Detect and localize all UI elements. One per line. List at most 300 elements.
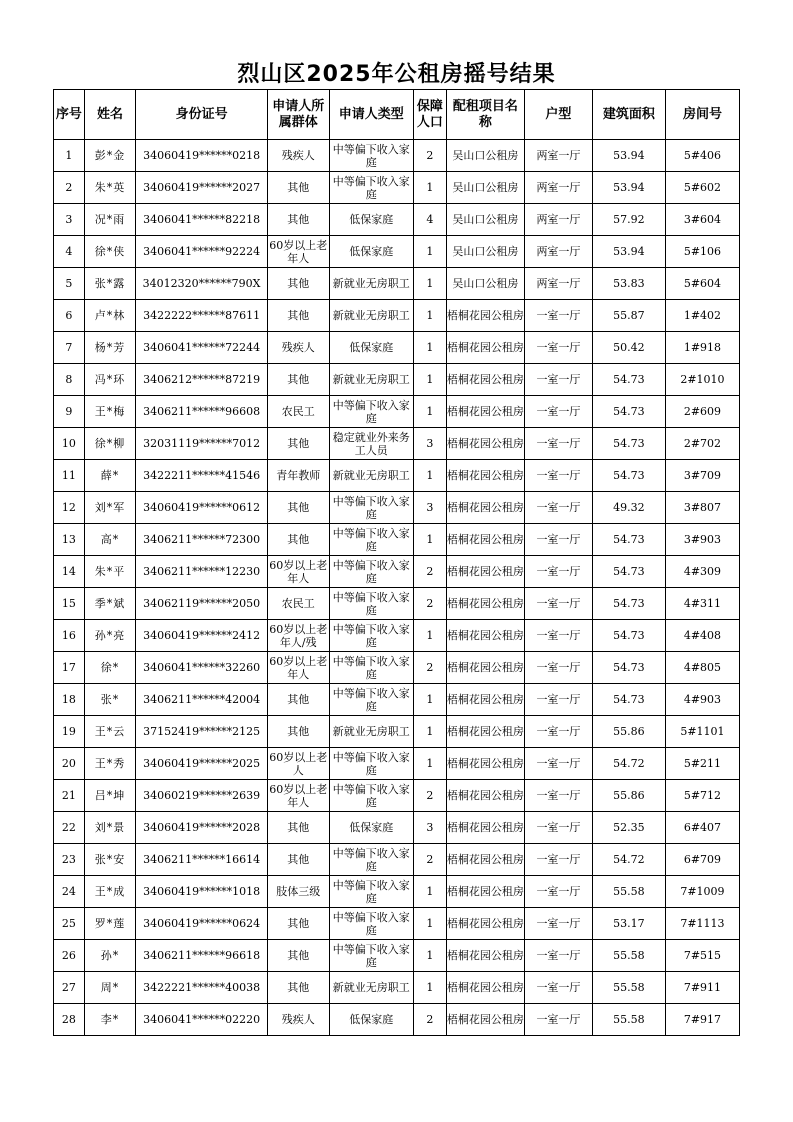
cell-household-size: 1 (413, 940, 446, 972)
cell-area: 54.73 (592, 556, 665, 588)
cell-applicant-type: 中等偏下收入家庭 (329, 620, 413, 652)
cell-layout: 一室一厅 (525, 844, 593, 876)
cell-project: 梧桐花园公租房 (446, 1004, 524, 1036)
cell-id-number: 34060419******2412 (136, 620, 268, 652)
cell-area: 55.86 (592, 780, 665, 812)
cell-project: 梧桐花园公租房 (446, 908, 524, 940)
cell-index: 14 (54, 556, 85, 588)
cell-name: 周* (84, 972, 135, 1004)
cell-room: 2#702 (665, 428, 739, 460)
table-row (54, 812, 740, 844)
cell-household-size: 2 (413, 652, 446, 684)
cell-project: 梧桐花园公租房 (446, 492, 524, 524)
header-index: 序号 (54, 90, 85, 140)
cell-room: 2#1010 (665, 364, 739, 396)
cell-name: 王*梅 (84, 396, 135, 428)
table-row (54, 748, 740, 780)
cell-area: 54.73 (592, 652, 665, 684)
cell-room: 4#805 (665, 652, 739, 684)
cell-index: 15 (54, 588, 85, 620)
cell-household-size: 2 (413, 844, 446, 876)
cell-name: 徐*柳 (84, 428, 135, 460)
cell-id-number: 34060419******2028 (136, 812, 268, 844)
cell-area: 53.94 (592, 172, 665, 204)
cell-project: 吴山口公租房 (446, 204, 524, 236)
cell-group: 农民工 (267, 588, 329, 620)
cell-index: 8 (54, 364, 85, 396)
cell-index: 9 (54, 396, 85, 428)
cell-area: 53.94 (592, 236, 665, 268)
cell-area: 53.17 (592, 908, 665, 940)
cell-household-size: 1 (413, 876, 446, 908)
cell-id-number: 3406211******96608 (136, 396, 268, 428)
cell-room: 3#604 (665, 204, 739, 236)
cell-room: 2#609 (665, 396, 739, 428)
cell-household-size: 1 (413, 524, 446, 556)
cell-area: 54.73 (592, 620, 665, 652)
cell-id-number: 32031119******7012 (136, 428, 268, 460)
cell-index: 17 (54, 652, 85, 684)
table-row (54, 268, 740, 300)
cell-index: 10 (54, 428, 85, 460)
cell-area: 54.73 (592, 588, 665, 620)
cell-room: 6#407 (665, 812, 739, 844)
table-row (54, 716, 740, 748)
page-title: 烈山区2025年公租房摇号结果 (237, 62, 556, 87)
cell-name: 朱*英 (84, 172, 135, 204)
cell-room: 3#709 (665, 460, 739, 492)
cell-layout: 一室一厅 (525, 812, 593, 844)
cell-name: 冯*环 (84, 364, 135, 396)
cell-applicant-type: 低保家庭 (329, 1004, 413, 1036)
cell-id-number: 3406041******02220 (136, 1004, 268, 1036)
cell-index: 11 (54, 460, 85, 492)
cell-project: 梧桐花园公租房 (446, 460, 524, 492)
cell-applicant-type: 中等偏下收入家庭 (329, 748, 413, 780)
cell-name: 罗*莲 (84, 908, 135, 940)
cell-area: 55.58 (592, 972, 665, 1004)
cell-layout: 一室一厅 (525, 780, 593, 812)
cell-group: 残疾人 (267, 140, 329, 172)
table-row (54, 684, 740, 716)
cell-household-size: 2 (413, 556, 446, 588)
cell-project: 梧桐花园公租房 (446, 716, 524, 748)
cell-index: 27 (54, 972, 85, 1004)
cell-room: 7#1113 (665, 908, 739, 940)
results-table (53, 89, 740, 1036)
cell-applicant-type: 稳定就业外来务工人员 (329, 428, 413, 460)
cell-room: 5#106 (665, 236, 739, 268)
table-row (54, 332, 740, 364)
cell-project: 梧桐花园公租房 (446, 556, 524, 588)
cell-area: 54.72 (592, 748, 665, 780)
cell-household-size: 2 (413, 780, 446, 812)
cell-household-size: 1 (413, 460, 446, 492)
cell-layout: 一室一厅 (525, 972, 593, 1004)
cell-area: 54.72 (592, 844, 665, 876)
cell-name: 孙* (84, 940, 135, 972)
cell-layout: 两室一厅 (525, 236, 593, 268)
cell-index: 26 (54, 940, 85, 972)
cell-name: 刘*军 (84, 492, 135, 524)
cell-layout: 一室一厅 (525, 908, 593, 940)
cell-household-size: 1 (413, 364, 446, 396)
cell-room: 1#918 (665, 332, 739, 364)
cell-household-size: 1 (413, 716, 446, 748)
cell-layout: 一室一厅 (525, 940, 593, 972)
cell-project: 梧桐花园公租房 (446, 684, 524, 716)
cell-household-size: 3 (413, 428, 446, 460)
cell-name: 季*斌 (84, 588, 135, 620)
cell-group: 60岁以上老年人 (267, 652, 329, 684)
cell-group: 其他 (267, 492, 329, 524)
cell-project: 吴山口公租房 (446, 172, 524, 204)
cell-group: 其他 (267, 908, 329, 940)
cell-layout: 一室一厅 (525, 332, 593, 364)
cell-id-number: 3406211******72300 (136, 524, 268, 556)
cell-index: 3 (54, 204, 85, 236)
cell-household-size: 1 (413, 748, 446, 780)
cell-household-size: 3 (413, 812, 446, 844)
cell-layout: 一室一厅 (525, 652, 593, 684)
cell-group: 其他 (267, 364, 329, 396)
cell-applicant-type: 低保家庭 (329, 332, 413, 364)
cell-name: 孙*亮 (84, 620, 135, 652)
cell-index: 1 (54, 140, 85, 172)
cell-name: 刘*景 (84, 812, 135, 844)
cell-household-size: 3 (413, 492, 446, 524)
cell-id-number: 3406211******16614 (136, 844, 268, 876)
cell-index: 22 (54, 812, 85, 844)
cell-name: 薛* (84, 460, 135, 492)
cell-applicant-type: 低保家庭 (329, 236, 413, 268)
cell-name: 杨*芳 (84, 332, 135, 364)
table-row (54, 1004, 740, 1036)
table-body (54, 140, 740, 1036)
cell-index: 12 (54, 492, 85, 524)
cell-id-number: 3406211******12230 (136, 556, 268, 588)
table-row (54, 908, 740, 940)
cell-applicant-type: 中等偏下收入家庭 (329, 140, 413, 172)
cell-name: 卢*林 (84, 300, 135, 332)
cell-area: 54.73 (592, 428, 665, 460)
header-name: 姓名 (84, 90, 135, 140)
cell-household-size: 1 (413, 972, 446, 1004)
cell-index: 19 (54, 716, 85, 748)
cell-project: 梧桐花园公租房 (446, 524, 524, 556)
cell-project: 梧桐花园公租房 (446, 844, 524, 876)
cell-index: 25 (54, 908, 85, 940)
cell-id-number: 3406041******92224 (136, 236, 268, 268)
table-row (54, 396, 740, 428)
cell-id-number: 34062119******2050 (136, 588, 268, 620)
table-row (54, 236, 740, 268)
cell-applicant-type: 低保家庭 (329, 204, 413, 236)
cell-index: 28 (54, 1004, 85, 1036)
cell-project: 梧桐花园公租房 (446, 972, 524, 1004)
table-row (54, 524, 740, 556)
cell-area: 55.86 (592, 716, 665, 748)
cell-layout: 两室一厅 (525, 140, 593, 172)
cell-room: 3#807 (665, 492, 739, 524)
cell-area: 53.83 (592, 268, 665, 300)
cell-room: 5#602 (665, 172, 739, 204)
cell-room: 7#515 (665, 940, 739, 972)
cell-layout: 一室一厅 (525, 1004, 593, 1036)
cell-room: 4#903 (665, 684, 739, 716)
cell-layout: 一室一厅 (525, 588, 593, 620)
table-row (54, 780, 740, 812)
cell-project: 梧桐花园公租房 (446, 588, 524, 620)
cell-name: 张*露 (84, 268, 135, 300)
cell-id-number: 3406041******32260 (136, 652, 268, 684)
cell-name: 王*成 (84, 876, 135, 908)
table-row (54, 460, 740, 492)
cell-room: 4#311 (665, 588, 739, 620)
cell-applicant-type: 新就业无房职工 (329, 460, 413, 492)
cell-layout: 一室一厅 (525, 716, 593, 748)
cell-group: 残疾人 (267, 1004, 329, 1036)
cell-id-number: 34060419******1018 (136, 876, 268, 908)
table-row (54, 588, 740, 620)
cell-id-number: 34060419******0624 (136, 908, 268, 940)
cell-layout: 一室一厅 (525, 556, 593, 588)
cell-layout: 两室一厅 (525, 172, 593, 204)
cell-group: 农民工 (267, 396, 329, 428)
cell-project: 吴山口公租房 (446, 140, 524, 172)
cell-project: 梧桐花园公租房 (446, 940, 524, 972)
cell-group: 其他 (267, 844, 329, 876)
cell-id-number: 3422221******40038 (136, 972, 268, 1004)
table-row (54, 844, 740, 876)
cell-area: 55.58 (592, 1004, 665, 1036)
cell-project: 梧桐花园公租房 (446, 780, 524, 812)
cell-group: 肢体三级 (267, 876, 329, 908)
cell-household-size: 1 (413, 684, 446, 716)
cell-applicant-type: 新就业无房职工 (329, 972, 413, 1004)
cell-layout: 一室一厅 (525, 300, 593, 332)
cell-layout: 一室一厅 (525, 620, 593, 652)
cell-household-size: 2 (413, 140, 446, 172)
cell-applicant-type: 新就业无房职工 (329, 364, 413, 396)
cell-applicant-type: 中等偏下收入家庭 (329, 940, 413, 972)
header-household-size: 保障人口 (413, 90, 446, 140)
cell-id-number: 3422222******87611 (136, 300, 268, 332)
cell-project: 吴山口公租房 (446, 268, 524, 300)
cell-index: 18 (54, 684, 85, 716)
cell-project: 梧桐花园公租房 (446, 620, 524, 652)
cell-area: 55.58 (592, 876, 665, 908)
table-row (54, 172, 740, 204)
table-row (54, 652, 740, 684)
cell-group: 60岁以上老年人 (267, 780, 329, 812)
cell-group: 其他 (267, 268, 329, 300)
cell-index: 20 (54, 748, 85, 780)
cell-household-size: 1 (413, 300, 446, 332)
cell-name: 王*云 (84, 716, 135, 748)
cell-room: 5#1101 (665, 716, 739, 748)
cell-name: 李* (84, 1004, 135, 1036)
header-applicant-type: 申请人类型 (329, 90, 413, 140)
cell-id-number: 34060219******2639 (136, 780, 268, 812)
cell-name: 况*雨 (84, 204, 135, 236)
cell-applicant-type: 中等偏下收入家庭 (329, 492, 413, 524)
cell-id-number: 34060419******0612 (136, 492, 268, 524)
cell-index: 24 (54, 876, 85, 908)
cell-applicant-type: 中等偏下收入家庭 (329, 172, 413, 204)
cell-project: 梧桐花园公租房 (446, 748, 524, 780)
cell-area: 54.73 (592, 364, 665, 396)
cell-id-number: 3406211******42004 (136, 684, 268, 716)
cell-index: 23 (54, 844, 85, 876)
cell-applicant-type: 中等偏下收入家庭 (329, 652, 413, 684)
cell-room: 7#911 (665, 972, 739, 1004)
cell-area: 57.92 (592, 204, 665, 236)
table-row (54, 204, 740, 236)
cell-group: 其他 (267, 300, 329, 332)
cell-household-size: 1 (413, 332, 446, 364)
cell-group: 60岁以上老人 (267, 748, 329, 780)
header-room: 房间号 (665, 90, 739, 140)
cell-applicant-type: 中等偏下收入家庭 (329, 588, 413, 620)
cell-area: 54.73 (592, 396, 665, 428)
cell-applicant-type: 新就业无房职工 (329, 716, 413, 748)
cell-room: 7#917 (665, 1004, 739, 1036)
cell-applicant-type: 中等偏下收入家庭 (329, 396, 413, 428)
table-row (54, 940, 740, 972)
cell-id-number: 34012320******790X (136, 268, 268, 300)
cell-applicant-type: 新就业无房职工 (329, 300, 413, 332)
cell-project: 梧桐花园公租房 (446, 812, 524, 844)
cell-group: 其他 (267, 716, 329, 748)
cell-layout: 一室一厅 (525, 748, 593, 780)
cell-name: 王*秀 (84, 748, 135, 780)
cell-area: 50.42 (592, 332, 665, 364)
cell-group: 其他 (267, 940, 329, 972)
cell-layout: 一室一厅 (525, 460, 593, 492)
cell-layout: 一室一厅 (525, 364, 593, 396)
cell-id-number: 37152419******2125 (136, 716, 268, 748)
cell-name: 张*安 (84, 844, 135, 876)
cell-layout: 一室一厅 (525, 684, 593, 716)
cell-household-size: 1 (413, 268, 446, 300)
cell-group: 其他 (267, 684, 329, 716)
table-row (54, 556, 740, 588)
table-row (54, 876, 740, 908)
cell-group: 其他 (267, 972, 329, 1004)
cell-group: 60岁以上老年人 (267, 236, 329, 268)
cell-applicant-type: 低保家庭 (329, 812, 413, 844)
cell-room: 5#712 (665, 780, 739, 812)
table-row (54, 364, 740, 396)
cell-room: 5#604 (665, 268, 739, 300)
cell-room: 6#709 (665, 844, 739, 876)
cell-household-size: 4 (413, 204, 446, 236)
header-group: 申请人所属群体 (267, 90, 329, 140)
cell-household-size: 2 (413, 1004, 446, 1036)
cell-layout: 一室一厅 (525, 876, 593, 908)
cell-household-size: 1 (413, 172, 446, 204)
cell-household-size: 1 (413, 908, 446, 940)
cell-area: 54.73 (592, 684, 665, 716)
cell-layout: 一室一厅 (525, 492, 593, 524)
cell-area: 54.73 (592, 460, 665, 492)
cell-id-number: 3422211******41546 (136, 460, 268, 492)
cell-project: 梧桐花园公租房 (446, 652, 524, 684)
cell-room: 5#406 (665, 140, 739, 172)
cell-id-number: 34060419******2027 (136, 172, 268, 204)
cell-layout: 一室一厅 (525, 396, 593, 428)
cell-id-number: 3406041******72244 (136, 332, 268, 364)
cell-room: 4#408 (665, 620, 739, 652)
cell-name: 徐* (84, 652, 135, 684)
cell-room: 7#1009 (665, 876, 739, 908)
cell-name: 徐*侠 (84, 236, 135, 268)
cell-group: 青年教师 (267, 460, 329, 492)
cell-name: 吕*坤 (84, 780, 135, 812)
cell-project: 梧桐花园公租房 (446, 364, 524, 396)
cell-group: 60岁以上老年人 (267, 556, 329, 588)
cell-household-size: 1 (413, 396, 446, 428)
cell-room: 4#309 (665, 556, 739, 588)
cell-group: 其他 (267, 204, 329, 236)
table-row (54, 972, 740, 1004)
cell-index: 4 (54, 236, 85, 268)
cell-applicant-type: 新就业无房职工 (329, 268, 413, 300)
cell-project: 梧桐花园公租房 (446, 428, 524, 460)
header-project: 配租项目名称 (446, 90, 524, 140)
cell-index: 2 (54, 172, 85, 204)
header-id-number: 身份证号 (136, 90, 268, 140)
cell-room: 3#903 (665, 524, 739, 556)
table-row (54, 428, 740, 460)
cell-layout: 一室一厅 (525, 428, 593, 460)
cell-name: 朱*平 (84, 556, 135, 588)
cell-household-size: 2 (413, 588, 446, 620)
cell-id-number: 3406212******87219 (136, 364, 268, 396)
cell-name: 张* (84, 684, 135, 716)
cell-name: 彭*金 (84, 140, 135, 172)
cell-project: 吴山口公租房 (446, 236, 524, 268)
cell-applicant-type: 中等偏下收入家庭 (329, 556, 413, 588)
header-layout: 户型 (525, 90, 593, 140)
cell-room: 1#402 (665, 300, 739, 332)
table-row (54, 620, 740, 652)
table-header-row (54, 90, 740, 140)
cell-room: 5#211 (665, 748, 739, 780)
cell-layout: 一室一厅 (525, 524, 593, 556)
cell-household-size: 1 (413, 236, 446, 268)
cell-group: 60岁以上老年人/残 (267, 620, 329, 652)
cell-area: 52.35 (592, 812, 665, 844)
cell-index: 16 (54, 620, 85, 652)
cell-layout: 两室一厅 (525, 204, 593, 236)
cell-id-number: 34060419******0218 (136, 140, 268, 172)
header-area: 建筑面积 (592, 90, 665, 140)
cell-applicant-type: 中等偏下收入家庭 (329, 844, 413, 876)
cell-index: 13 (54, 524, 85, 556)
cell-project: 梧桐花园公租房 (446, 332, 524, 364)
cell-index: 7 (54, 332, 85, 364)
cell-group: 残疾人 (267, 332, 329, 364)
cell-applicant-type: 中等偏下收入家庭 (329, 524, 413, 556)
cell-id-number: 3406041******82218 (136, 204, 268, 236)
cell-household-size: 1 (413, 620, 446, 652)
cell-applicant-type: 中等偏下收入家庭 (329, 684, 413, 716)
cell-area: 53.94 (592, 140, 665, 172)
cell-group: 其他 (267, 524, 329, 556)
cell-applicant-type: 中等偏下收入家庭 (329, 908, 413, 940)
